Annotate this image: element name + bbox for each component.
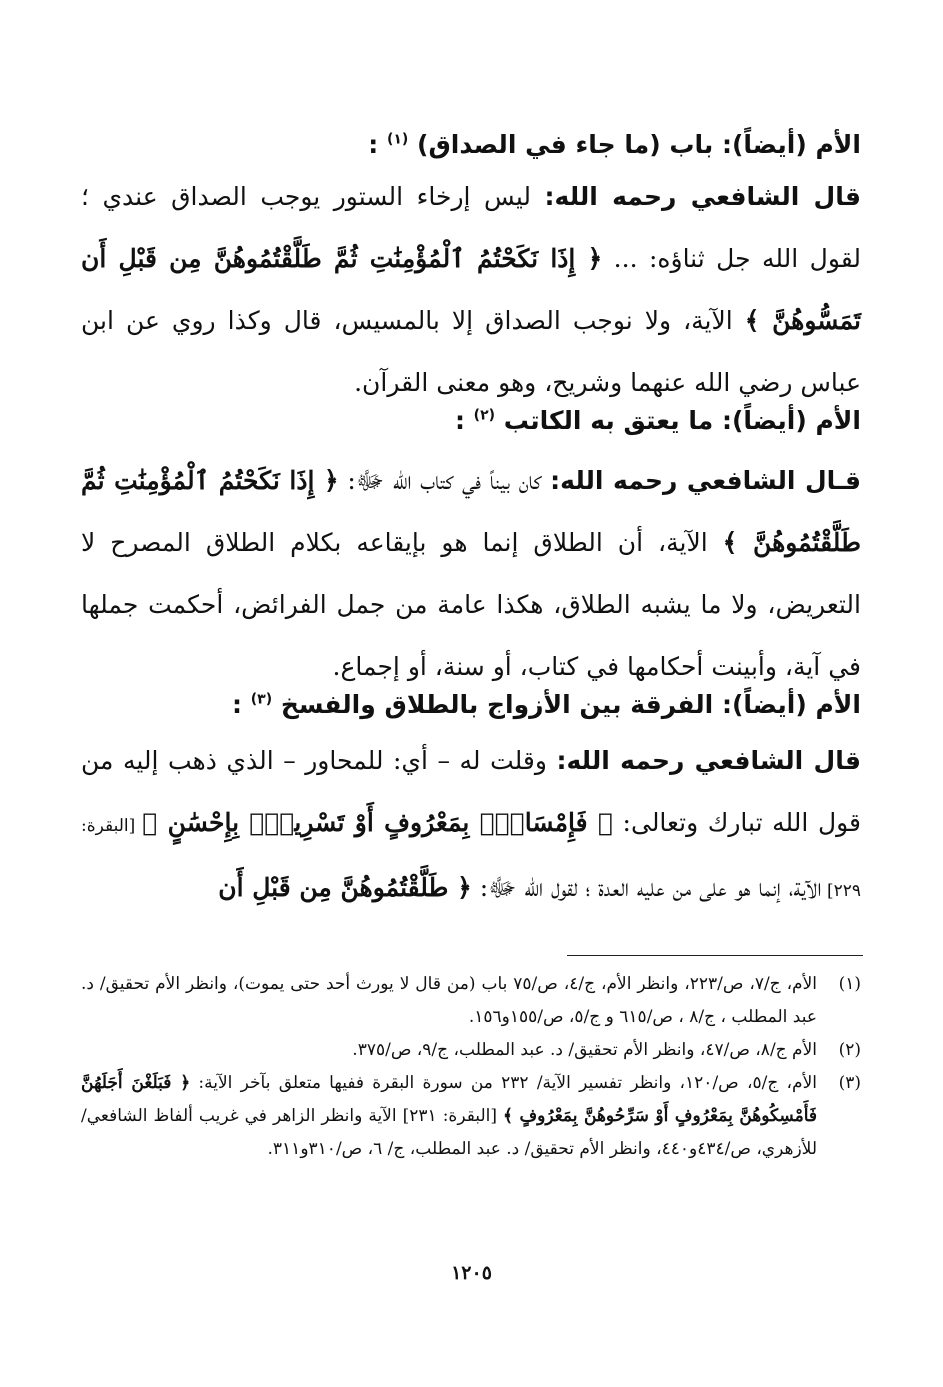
footnote-text: الأم ج/٨، ص/٤٧، وانظر الأم تحقيق/ د. عبد المطلب، ج/٩، ص/٣٧٥. — [352, 1040, 817, 1060]
quran-verse: ﴿ إِذَا نَكَحْتُمُ ٱلْمُؤْمِنَٰتِ ثُمَّ طَلَّقْتُمُوهُنَّ ﴾ — [81, 466, 861, 557]
footnote-number: (١) — [838, 974, 861, 994]
footnotes — [81, 968, 861, 1166]
section-heading-3 — [81, 688, 861, 722]
heading-text: الأم (أيضاً): ما يعتق به الكاتب — [503, 406, 861, 435]
footnote-1 — [81, 968, 861, 1034]
paragraph-1 — [81, 166, 861, 414]
paragraph-2 — [81, 450, 861, 698]
section-heading-2 — [81, 404, 861, 438]
footnote-text: الأم، ج/٥، ص/١٢٠، وانظر تفسير الآية/ ٢٣٢ من سورة البقرة ففيها متعلق بآخر الآية: — [190, 1073, 817, 1093]
footnote-text: [البقرة: ٢٣١] الآية وانظر الزاهر في غريب ألفاظ الشافعي/ للأزهري، ص/٤٣٤و٤٤٠، وانظر الأم تحقيق/ د. عبد المطلب، ج/ ٦، ص/٣١٠و٣١١. — [81, 1106, 817, 1159]
paragraph-text: الآية، إنما هو على من عليه العدة ؛ لقول الله ﷻ: — [471, 873, 822, 902]
paragraph-text: كان بيناً في كتاب الله ﷻ: — [338, 466, 551, 495]
footnote-separator — [567, 955, 863, 956]
heading-text: الأم (أيضاً): الفرقة بين الأزواج بالطلاق والفسخ — [280, 690, 861, 719]
speaker-label: قال الشافعي رحمه الله: — [544, 182, 861, 211]
footnote-number: (٣) — [838, 1073, 861, 1093]
quran-citation: [البقرة: ٢٢٩] — [81, 816, 861, 901]
heading-text: الأم (أيضاً): باب (ما جاء في الصداق) — [417, 130, 861, 159]
heading-colon: : — [232, 690, 243, 719]
footnote-ref: (٣) — [250, 691, 273, 708]
paragraph-text: ليس إرخاء الستور يوجب الصداق عندي ؛ لقول الله جل ثناؤه: ... — [81, 182, 862, 273]
footnote-ref: (٢) — [473, 407, 496, 424]
paragraph-3 — [81, 730, 861, 922]
quran-verse: ﴿ فَإِمْسَاكٌۢ بِمَعْرُوفٍ أَوْ تَسْرِيحٌۢ بِإِحْسَٰنٍ ﴾ — [142, 808, 613, 837]
heading-colon: : — [368, 130, 379, 159]
footnote-body — [81, 1067, 817, 1166]
paragraph-text: الآية، ولا نوجب الصداق إلا بالمسيس، قال وكذا روي عن ابن عباس رضي الله عنهما وشريح، وهو معنى القرآن. — [81, 306, 861, 397]
footnote-number: (٢) — [838, 1040, 861, 1060]
heading-colon: : — [454, 406, 465, 435]
quran-verse: ﴿ فَبَلَغْنَ أَجَلَهُنَّ فَأَمْسِكُوهُنَّ بِمَعْرُوفٍ أَوْ سَرِّحُوهُنَّ بِمَعْرُوفٍ ﴾ — [81, 1073, 817, 1126]
footnote-2 — [81, 1034, 861, 1067]
paragraph-text: الآية، أن الطلاق إنما هو بإيقاعه بكلام الطلاق المصرح لا التعريض، ولا ما يشبه الطلاق، هكذا عامة من جمل الفرائض، أحكمت جملها في آية، وأبينت أحكامها في كتاب، أو سنة، أو إجماع. — [81, 528, 861, 681]
speaker-label: قال الشافعي رحمه الله: — [556, 746, 861, 775]
quran-verse: ﴿ إِذَا نَكَحْتُمُ ٱلْمُؤْمِنَٰتِ ثُمَّ طَلَّقْتُمُوهُنَّ مِن قَبْلِ أَن تَمَسُّوهُنَّ ﴾ — [81, 244, 861, 335]
paragraph-text: وقلت له – أي: للمحاور – الذي ذهب إليه من قول الله تبارك وتعالى: — [81, 746, 861, 837]
page-number: ١٢٠٥ — [451, 1262, 492, 1284]
section-heading-1 — [81, 128, 861, 162]
footnote-3 — [81, 1067, 861, 1166]
speaker-label: قـال الشافعي رحمه الله: — [550, 466, 861, 495]
quran-verse: ﴿ طَلَّقْتُمُوهُنَّ مِن قَبْلِ أَن — [218, 873, 472, 902]
footnote-text: الأم، ج/٧، ص/٢٢٣، وانظر الأم، ج/٤، ص/٧٥ باب (من قال لا يورث أحد حتى يموت)، وانظر الأم تحقيق/ د. عبد المطلب ، ج/٨ ، ص/٦١٥ و ج/٥، ص/١٥٥و١٥٦. — [81, 974, 817, 1027]
footnote-ref: (١) — [386, 131, 409, 148]
